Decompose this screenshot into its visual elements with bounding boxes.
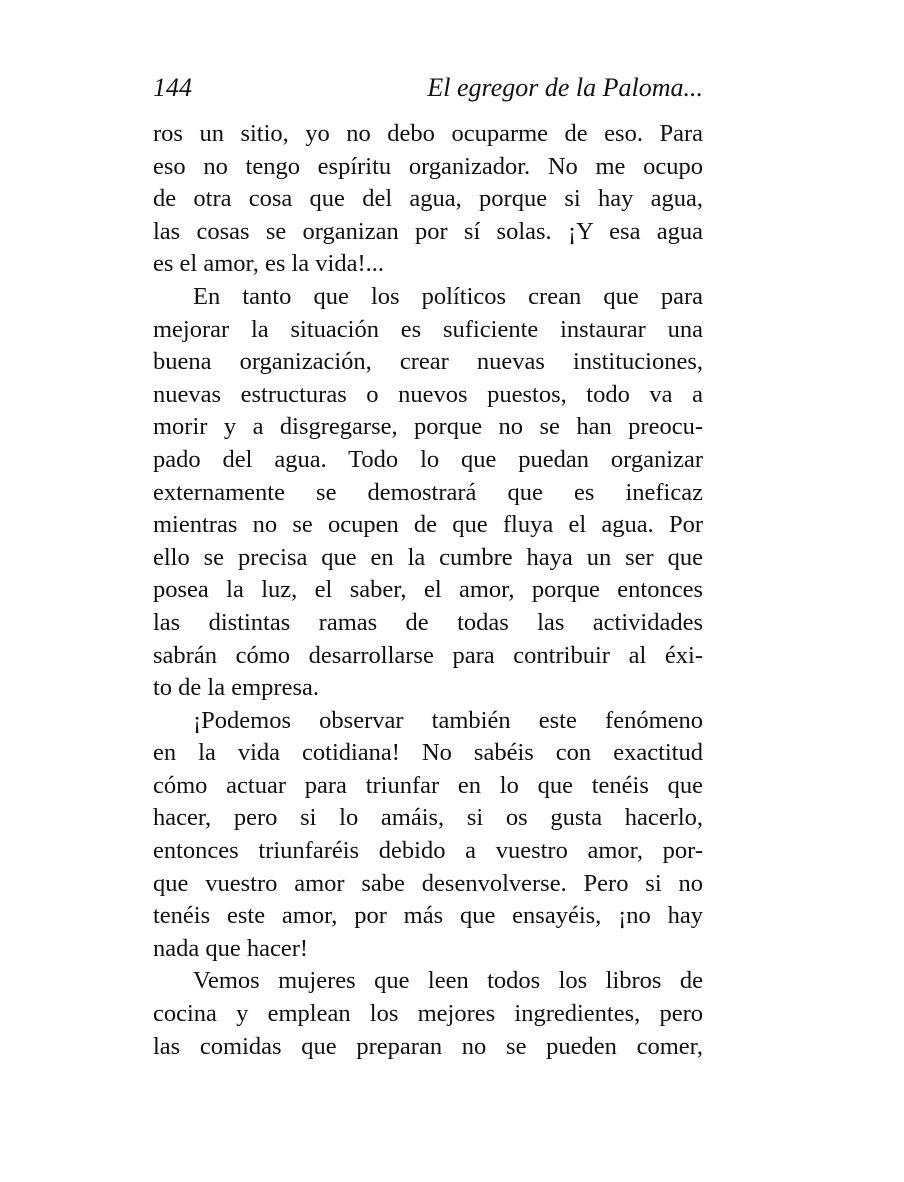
text-line: mientras no se ocupen de que fluya el agua. Por (153, 511, 703, 539)
text-line: ello se precisa que en la cumbre haya un ser que (153, 543, 703, 571)
text-line: hacer, pero si lo amáis, si os gusta hacerlo, (153, 804, 703, 832)
text-line: las distintas ramas de todas las actividades (153, 608, 703, 636)
text-line: ros un sitio, yo no debo ocuparme de eso. Para (153, 120, 703, 147)
text-line: sabrán cómo desarrollarse para contribuir al éxi- (153, 641, 703, 669)
text-line: las cosas se organizan por sí solas. ¡Y esa agua (153, 217, 703, 245)
text-line: de otra cosa que del agua, porque si hay agua, (153, 185, 703, 213)
paragraph (153, 705, 703, 966)
body-text (153, 118, 703, 1063)
text-line: pado del agua. Todo lo que puedan organizar (153, 445, 703, 473)
text-line: nada que hacer! (153, 934, 309, 962)
page-number: 144 (153, 73, 192, 102)
text-line: buena organización, crear nuevas instituciones, (153, 348, 703, 376)
text-line: externamente se demostrará que es ineficaz (153, 478, 703, 506)
running-head (153, 72, 703, 104)
text-line: morir y a disgregarse, porque no se han preocu- (153, 413, 703, 441)
text-line: que vuestro amor sabe desenvolverse. Pero si no (153, 869, 703, 897)
paragraph (153, 118, 703, 281)
text-line: cómo actuar para triunfar en lo que tenéis que (153, 771, 703, 799)
text-line: eso no tengo espíritu organizador. No me ocupo (153, 152, 703, 180)
text-line: mejorar la situación es suficiente instaurar una (153, 315, 703, 343)
text-line: posea la luz, el saber, el amor, porque entonces (153, 576, 703, 604)
text-line: to de la empresa. (153, 674, 319, 702)
running-title: El egregor de la Paloma... (427, 73, 703, 102)
paragraph (153, 281, 703, 705)
text-line: tenéis este amor, por más que ensayéis, ¡no hay (153, 902, 703, 930)
text-line: es el amor, es la vida!... (153, 250, 385, 278)
book-page (153, 72, 703, 1063)
text-line: cocina y emplean los mejores ingredientes, pero (153, 1000, 703, 1028)
text-line: Vemos mujeres que leen todos los libros de (193, 967, 703, 995)
text-line: ¡Podemos observar también este fenómeno (193, 706, 703, 734)
text-line: en la vida cotidiana! No sabéis con exactitud (153, 739, 703, 767)
text-line: nuevas estructuras o nuevos puestos, todo va a (153, 380, 703, 408)
paragraph (153, 965, 703, 1063)
text-line: entonces triunfaréis debido a vuestro amor, por- (153, 837, 703, 865)
text-line: las comidas que preparan no se pueden comer, (153, 1032, 703, 1060)
text-line: En tanto que los políticos crean que para (193, 282, 703, 310)
